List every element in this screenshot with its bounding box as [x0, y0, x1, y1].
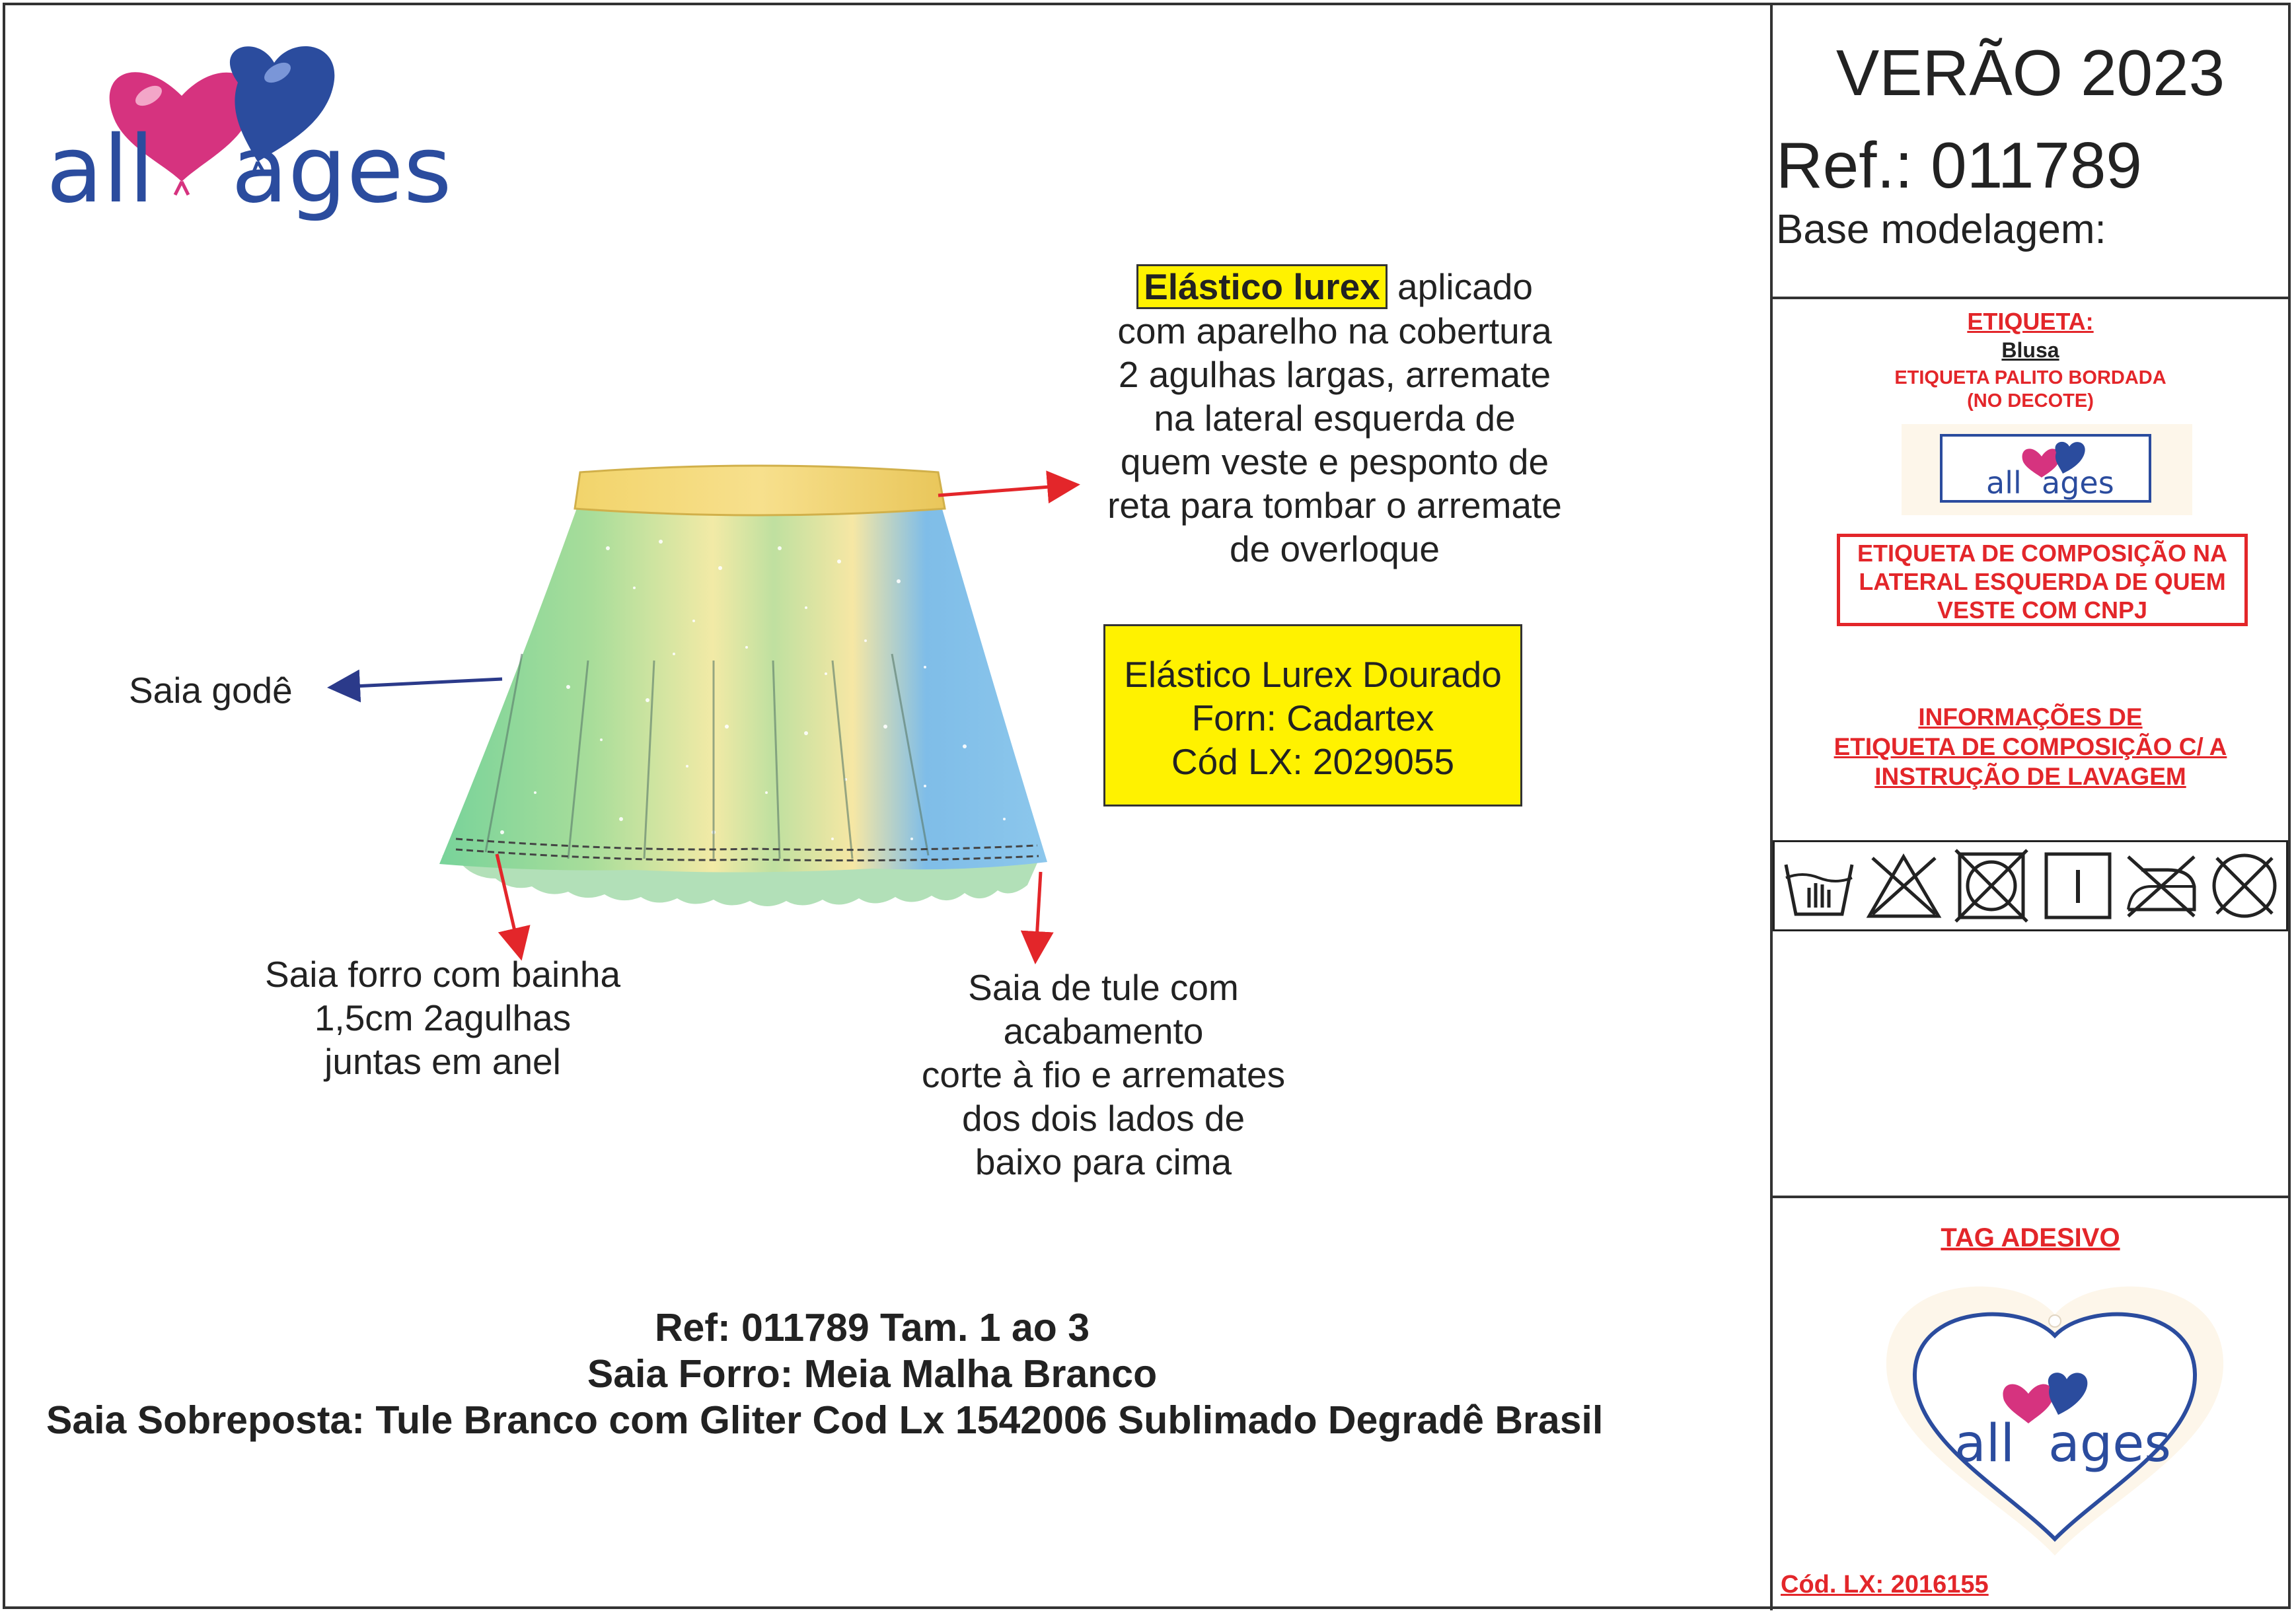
logo-word-left: all	[46, 116, 155, 224]
svg-text:ages: ages	[2048, 1414, 2171, 1474]
spec-reference: Ref: 011789 Tam. 1 ao 3	[654, 1306, 1090, 1349]
elastic-supplier-line-2: Forn: Cadartex	[1191, 698, 1434, 738]
tag-code: Cód. LX: 2016155	[1781, 1571, 1989, 1598]
label-section-title: ETIQUETA:	[1967, 308, 2094, 335]
elastic-note	[1064, 264, 1606, 571]
elastic-note-first-rest: aplicado	[1387, 266, 1533, 307]
info-line-2: ETIQUETA DE COMPOSIÇÃO C/ A	[1833, 733, 2227, 760]
saia-gode-label: Saia godê	[129, 670, 293, 711]
label-line-1: ETIQUETA PALITO BORDADA	[1894, 367, 2166, 388]
info-line-1: INFORMAÇÕES DE	[1918, 703, 2143, 731]
saia-tule-line-5: baixo para cima	[975, 1141, 1232, 1182]
svg-text:ages: ages	[2042, 465, 2114, 500]
saia-forro-line-2: 1,5cm 2agulhas	[314, 997, 572, 1038]
tag-section-title: TAG ADESIVO	[1941, 1223, 2120, 1252]
saia-tule-note	[885, 966, 1321, 1184]
saia-tule-line-1: Saia de tule com	[968, 967, 1239, 1008]
elastic-note-line-3: na lateral esquerda de	[1154, 398, 1516, 439]
reference-number: Ref.: 011789	[1776, 129, 2142, 201]
saia-tule-line-4: dos dois lados de	[961, 1098, 1245, 1139]
elastic-supplier-line-1: Elástico Lurex Dourado	[1124, 654, 1502, 695]
elastic-note-line-4: quem veste e pesponto de	[1120, 441, 1549, 482]
label-subtitle: Blusa	[2001, 338, 2059, 362]
elastic-highlight: Elástico lurex	[1136, 264, 1388, 309]
base-modelagem-label: Base modelagem:	[1776, 207, 2106, 252]
season-title: VERÃO 2023	[1835, 36, 2225, 109]
composition-line-1: ETIQUETA DE COMPOSIÇÃO NA	[1857, 540, 2228, 567]
spec-lining: Saia Forro: Meia Malha Branco	[587, 1352, 1158, 1396]
spec-overlay: Saia Sobreposta: Tule Branco com Gliter Cod Lx 1542006 Sublimado Degradê Brasil	[46, 1398, 1604, 1442]
svg-text:all: all	[1986, 465, 2022, 500]
logo-word-right: ages	[231, 116, 449, 224]
label-line-2: (NO DECOTE)	[1967, 390, 2094, 412]
saia-tule-line-3: corte à fio e arremates	[921, 1054, 1286, 1095]
composition-line-2: LATERAL ESQUERDA DE QUEM	[1859, 568, 2226, 595]
elastic-note-line-6: de overloque	[1229, 528, 1440, 569]
saia-forro-note	[218, 952, 667, 1083]
elastic-note-line-first	[1064, 264, 1606, 309]
saia-forro-line-3: juntas em anel	[324, 1041, 561, 1082]
elastic-note-line-2: 2 agulhas largas, arremate	[1118, 354, 1551, 395]
elastic-note-line-5: reta para tombar o arremate	[1107, 485, 1562, 526]
saia-forro-line-1: Saia forro com bainha	[264, 954, 621, 995]
elastic-supplier-line-3: Cód LX: 2029055	[1171, 741, 1455, 782]
elastic-supplier-box	[1103, 624, 1522, 806]
elastic-note-line-1: com aparelho na cobertura	[1117, 310, 1552, 351]
saia-tule-line-2: acabamento	[1003, 1011, 1204, 1052]
composition-line-3: VESTE COM CNPJ	[1937, 596, 2148, 624]
svg-text:all: all	[1954, 1414, 2015, 1474]
info-line-3: INSTRUÇÃO DE LAVAGEM	[1874, 763, 2186, 790]
